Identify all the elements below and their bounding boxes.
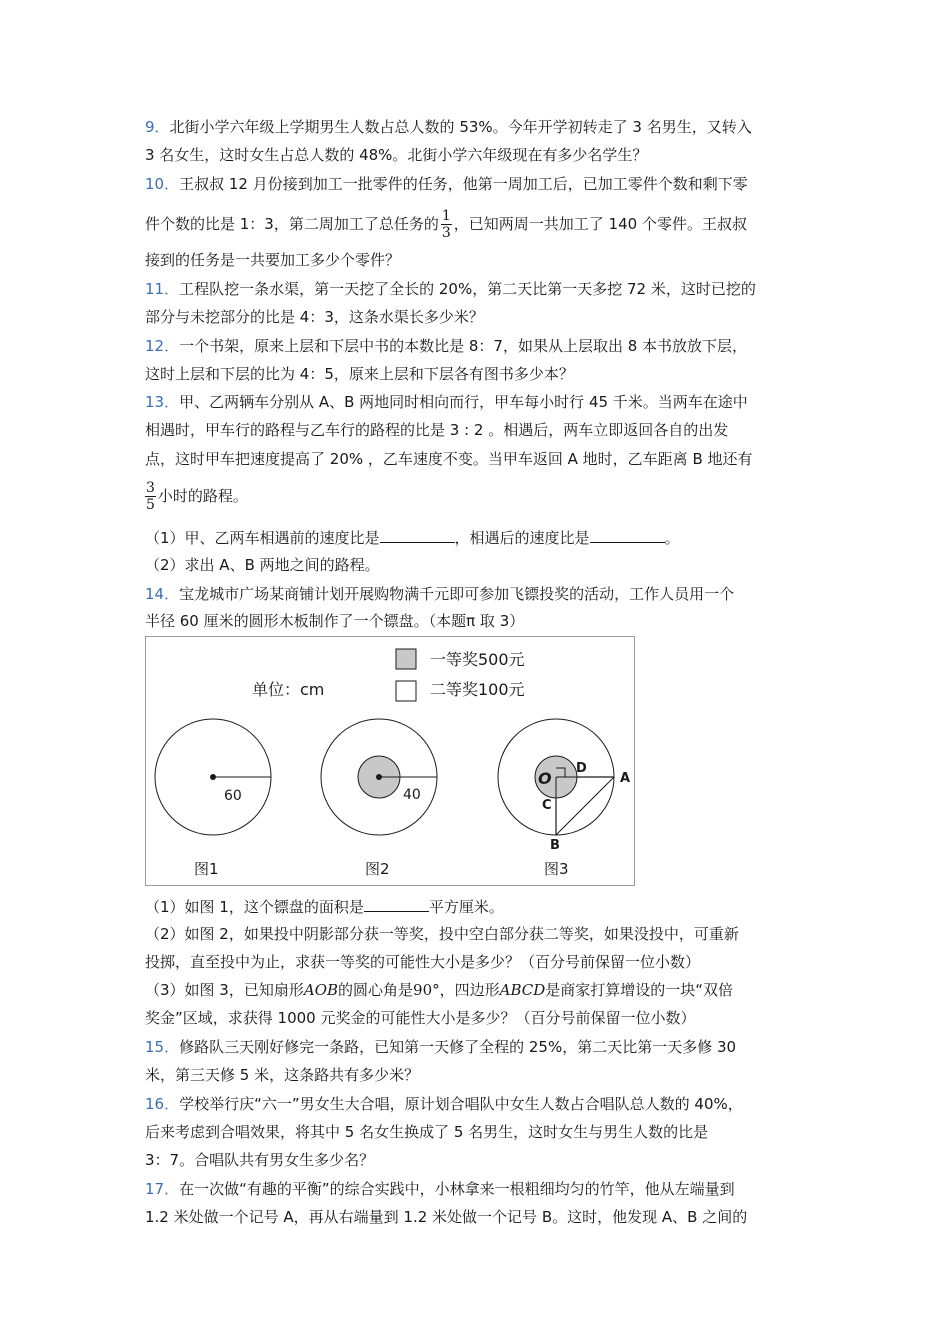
q13-frac-num: 3 (146, 480, 155, 496)
q16-line2: 后来考虑到合唱效果，将其中 5 名女生换成了 5 名男生，这时女生与男生人数的比是 (145, 1123, 709, 1141)
legend-first-prize-swatch (396, 649, 416, 669)
fig1-radius-label: 60 (224, 788, 242, 804)
q17-line2: 1.2 米处做一个记号 A，再从右端量到 1.2 米处做一个记号 B。这时，他发现 A、B 之间的 (145, 1208, 748, 1226)
q10-line1 (145, 174, 748, 194)
q14-sub1-blank[interactable] (364, 896, 429, 912)
q13-line2: 相遇时，甲车行的路程与乙车行的路程的比是 3 : 2 。相遇后，两车立即返回各自的出发 (145, 421, 729, 439)
dartboard-figure (145, 636, 635, 886)
q14-sub3-line1 (145, 980, 733, 1000)
q14-sub3-text-c: ，四边形 (439, 981, 500, 999)
q16-line1 (145, 1094, 743, 1114)
q17-number: 17． (145, 1180, 180, 1198)
q10-line3: 接到的任务是一共要加工多少个零件？ (145, 251, 401, 269)
q13-sub2: （2）求出 A、B 两地之间的路程。 (145, 556, 380, 574)
q13-sub1-text-a: （1）甲、乙两车相遇前的速度比是 (145, 529, 380, 547)
q9-line2: 3 名女生，这时女生占总人数的 48%。北街小学六年级现在有多少名学生？ (145, 146, 648, 164)
q17-line1 (145, 1179, 735, 1199)
q10-text2a: 件个数的比是 1：3，第二周加工了总任务的 (145, 215, 439, 233)
q13-sub1-text-c: 。 (664, 529, 680, 547)
q14-sub1-text-b: 平方厘米。 (428, 898, 504, 916)
fig1-caption: 图1 (194, 860, 219, 878)
q10-text2b: ，已知两周一共加工了 140 个零件。王叔叔 (453, 215, 747, 233)
q10-number: 10． (145, 175, 180, 193)
q11-number: 11． (145, 280, 180, 298)
q11-line1 (145, 279, 756, 299)
q13-frac-den: 5 (146, 497, 155, 513)
q12-line2: 这时上层和下层的比为 4：5，原来上层和下层各有图书多少本？ (145, 365, 574, 383)
q15-line1 (145, 1037, 736, 1057)
q15-number: 15． (145, 1038, 180, 1056)
dartboard-svg (146, 637, 634, 885)
q14-sub3-text-b: 的圆心角是 (338, 981, 414, 999)
figure-1 (155, 719, 271, 878)
fig3-caption: 图3 (544, 860, 569, 878)
q13-text1: 甲、乙两辆车分别从 A、B 两地同时相向而行，甲车每小时行 45 千米。当两车在途中 (179, 393, 748, 411)
q10-text1: 王叔叔 12 月份接到加工一批零件的任务，他第一周加工后，已加工零件个数和剩下零 (179, 175, 748, 193)
q12-text1: 一个书架，原来上层和下层中书的本数比是 8：7，如果从上层取出 8 本书放放下层， (179, 337, 748, 355)
q9-text1: 北街小学六年级上学期男生人数占总人数的 53%。今年开学初转走了 3 名男生，又转入 (169, 118, 752, 136)
fig3-label-c: C (542, 798, 552, 813)
q12-number: 12． (145, 337, 180, 355)
q13-blank-after[interactable] (590, 527, 665, 543)
fig3-label-o: O (538, 769, 552, 788)
legend-first-prize-label: 一等奖500元 (430, 650, 525, 669)
legend-second-prize-label: 二等奖100元 (430, 680, 525, 699)
q17-text1: 在一次做“有趣的平衡”的综合实践中，小林拿来一根粗细均匀的竹竿，他从左端量到 (179, 1180, 735, 1198)
q10-line2 (145, 204, 747, 244)
q14-sub3-abcd: ABCD (499, 981, 546, 999)
unit-label: 单位：cm (252, 680, 325, 699)
q14-sub2-line1: （2）如图 2，如果投中阴影部分获一等奖，投中空白部分获二等奖，如果没投中，可重新 (145, 925, 739, 943)
fig2-radius-label: 40 (403, 787, 421, 803)
q14-line2: 半径 60 厘米的圆形木板制作了一个镖盘。（本题π 取 3） (145, 612, 525, 630)
q13-fraction (145, 480, 156, 513)
q14-sub3-text-d: 是商家打算增设的一块“双倍 (545, 981, 734, 999)
q14-sub3-angle: 90° (413, 981, 440, 999)
q16-text1: 学校举行庆“六一”男女生大合唱，原计划合唱队中女生人数占合唱队总人数的 40%， (179, 1095, 743, 1113)
q14-sub3-line2: 奖金”区域，求获得 1000 元奖金的可能性大小是多少？（百分号前保留一位小数） (145, 1009, 696, 1027)
q13-line1 (145, 392, 748, 412)
q16-line3: 3：7。合唱队共有男女生多少名？ (145, 1151, 375, 1169)
q12-line1 (145, 336, 747, 356)
q11-line2: 部分与未挖部分的比是 4：3，这条水渠长多少米？ (145, 308, 484, 326)
figure-2 (321, 719, 437, 878)
fig2-caption: 图2 (365, 860, 390, 878)
q11-text1: 工程队挖一条水渠，第一天挖了全长的 20%，第二天比第一天多挖 72 米，这时已挖的 (179, 280, 756, 298)
q13-text4: 小时的路程。 (157, 487, 248, 505)
q14-number: 14． (145, 585, 180, 603)
q10-frac-num: 1 (441, 208, 451, 224)
q14-sub1 (145, 896, 504, 917)
figure-3 (498, 719, 630, 878)
q10-frac-den: 3 (441, 225, 451, 241)
q13-blank-before[interactable] (380, 527, 455, 543)
fig3-label-b: B (550, 838, 560, 853)
q14-line1 (145, 584, 734, 604)
q14-sub2-line2: 投掷，直至投中为止，求获一等奖的可能性大小是多少？（百分号前保留一位小数） (145, 953, 701, 971)
q13-line3: 点，这时甲车把速度提高了 20% ，乙车速度不变。当甲车返回 A 地时，乙车距离 B 地还有 (145, 450, 753, 468)
fig3-label-a: A (620, 771, 631, 786)
q9-number: 9． (145, 118, 170, 136)
q13-line4 (145, 476, 248, 516)
q14-sub3-aob: AOB (303, 981, 339, 999)
q14-sub1-text-a: （1）如图 1，这个镖盘的面积是 (145, 898, 364, 916)
q13-sub1-text-b: ，相遇后的速度比是 (454, 529, 590, 547)
q14-sub3-text-a: （3）如图 3，已知扇形 (145, 981, 304, 999)
q10-fraction (441, 208, 452, 241)
q9-line1 (145, 117, 752, 137)
legend-second-prize-swatch (396, 681, 416, 701)
q16-number: 16． (145, 1095, 180, 1113)
q14-text1: 宝龙城市广场某商铺计划开展购物满千元即可参加飞镖投奖的活动，工作人员用一个 (179, 585, 735, 603)
q15-line2: 米，第三天修 5 米，这条路共有多少米？ (145, 1066, 420, 1084)
q13-number: 13． (145, 393, 180, 411)
q13-sub1 (145, 527, 680, 548)
q15-text1: 修路队三天刚好修完一条路，已知第一天修了全程的 25%，第二天比第一天多修 30 (179, 1038, 737, 1056)
fig3-label-d: D (576, 761, 587, 776)
